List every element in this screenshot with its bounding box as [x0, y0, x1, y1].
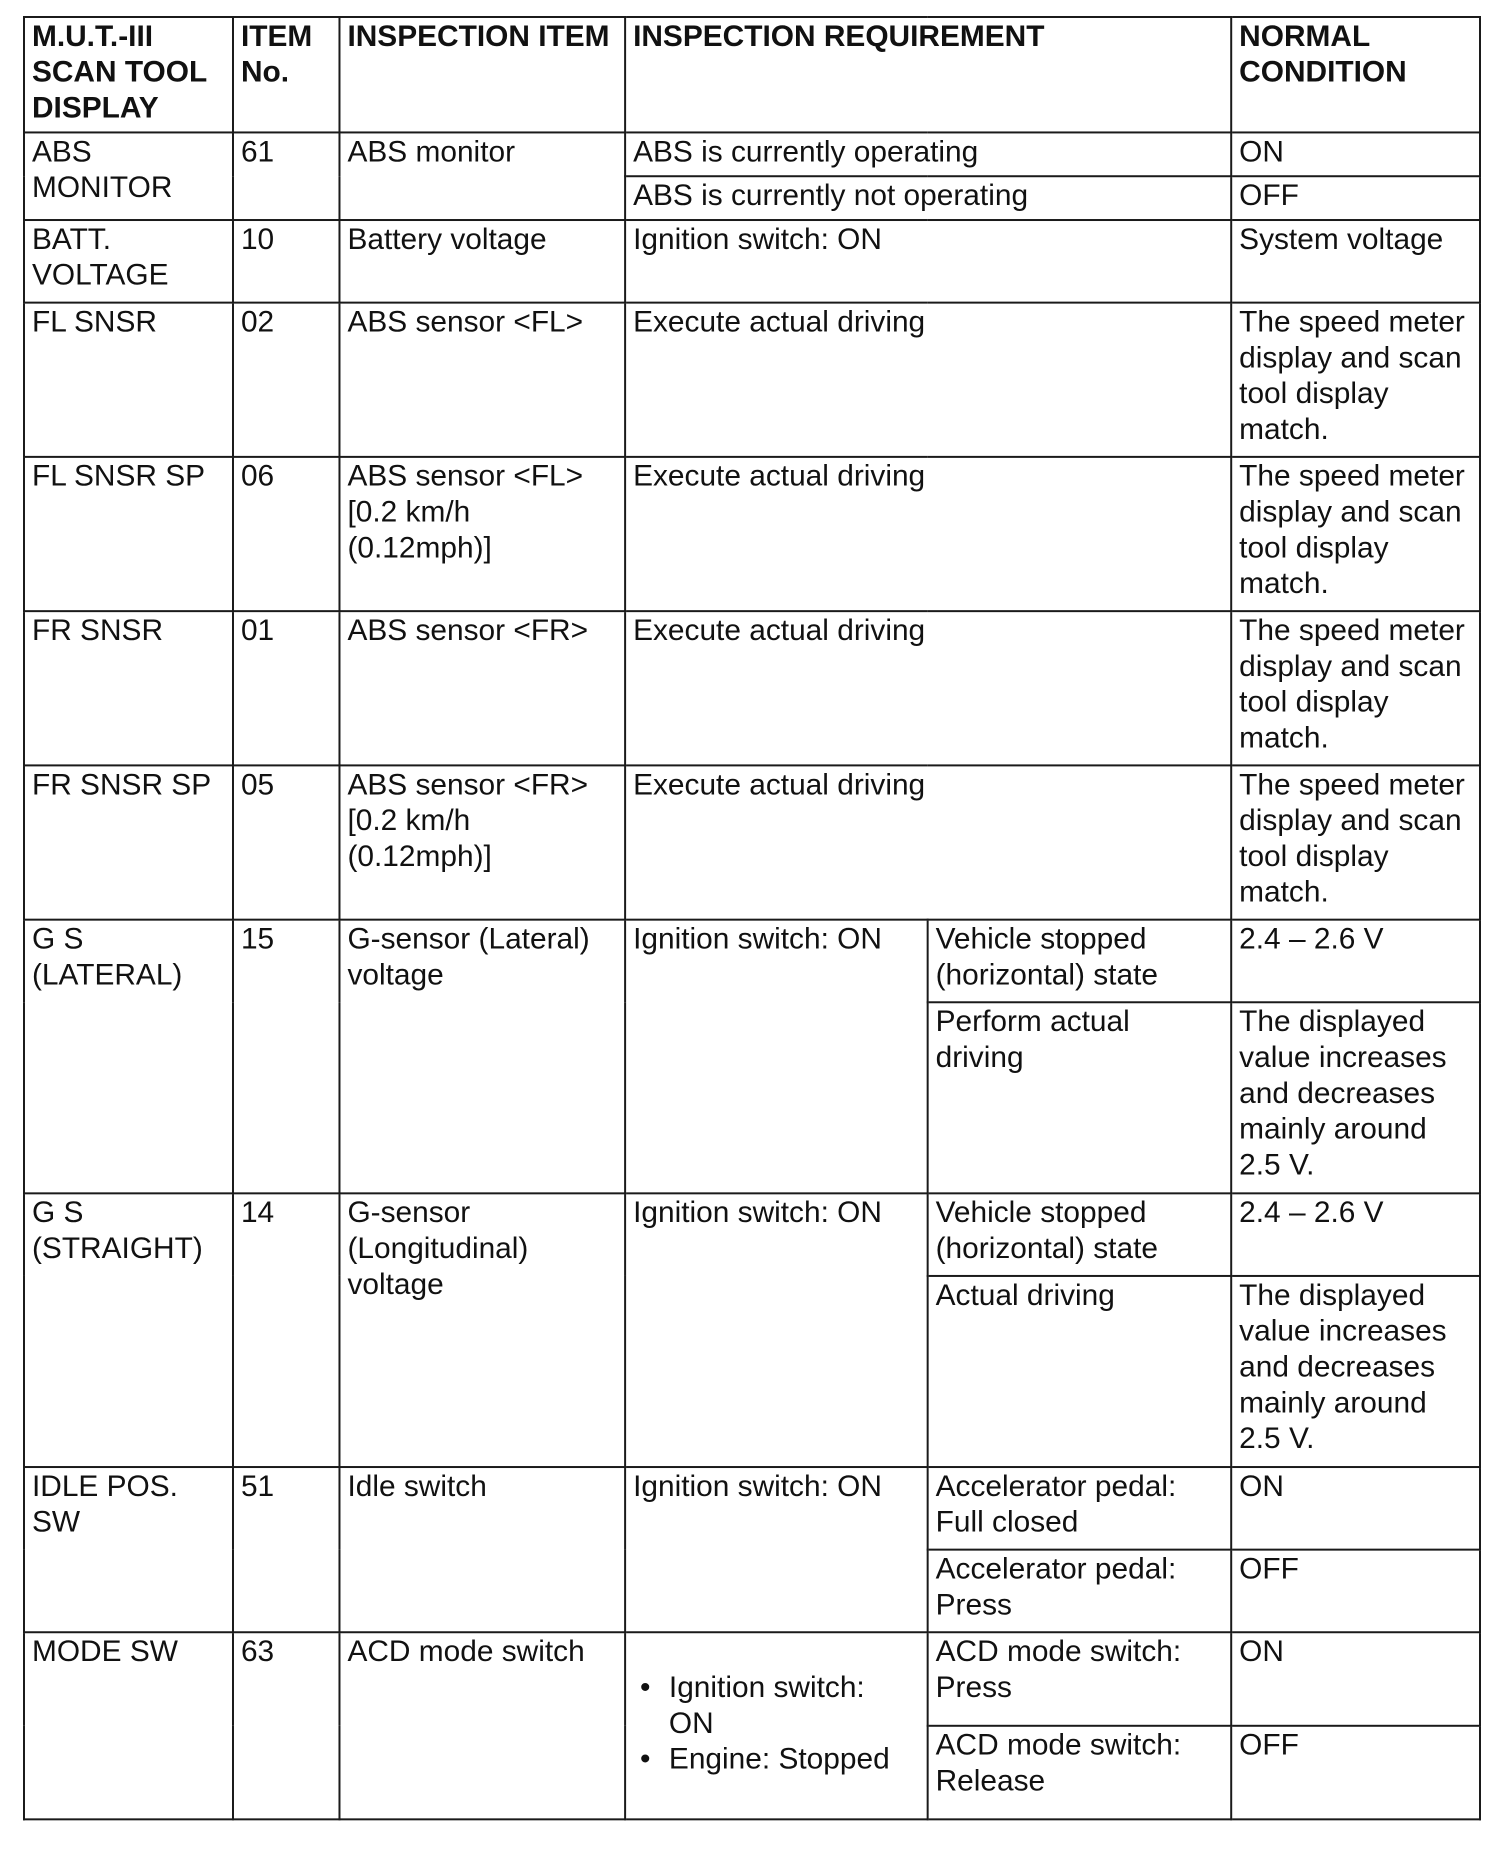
- table-row: [24, 765, 1480, 919]
- cell-inspection-requirement: Ignition switch: ON: [625, 220, 1231, 303]
- cell-inspection-item: ABS sensor <FL> [0.2 km/h (0.12mph)]: [339, 457, 625, 611]
- cell-inspection-item: ABS sensor <FR>: [339, 611, 625, 765]
- cell-normal-condition: The speed meter display and scan tool display match.: [1231, 765, 1480, 919]
- cell-inspection-item: ACD mode switch: [339, 1632, 625, 1819]
- cell-scan-tool-display: FL SNSR: [24, 303, 233, 457]
- cell-scan-tool-display: BATT. VOLTAGE: [24, 220, 233, 303]
- header-inspection-requirement: INSPECTION REQUIREMENT: [625, 17, 1231, 132]
- inspection-table: [23, 16, 1481, 1820]
- cell-normal-condition: The displayed value increases and decreases mainly around 2.5 V.: [1231, 1002, 1480, 1193]
- cell-normal-condition: System voltage: [1231, 220, 1480, 303]
- cell-item-no: 10: [233, 220, 339, 303]
- cell-item-no: 61: [233, 132, 339, 220]
- cell-condition: Accelerator pedal: Press: [928, 1550, 1232, 1633]
- cell-scan-tool-display: ABS MONITOR: [24, 132, 233, 220]
- requirement-bullet-item: • Ignition switch: ON: [633, 1670, 921, 1742]
- cell-condition: Accelerator pedal: Full closed: [928, 1467, 1232, 1550]
- cell-item-no: 15: [233, 920, 339, 1194]
- cell-normal-condition: ON: [1231, 1467, 1480, 1550]
- cell-scan-tool-display: IDLE POS. SW: [24, 1467, 233, 1632]
- cell-item-no: 05: [233, 765, 339, 919]
- cell-normal-condition: OFF: [1231, 1726, 1480, 1820]
- table-row: [24, 1193, 1480, 1276]
- cell-inspection-requirement: Execute actual driving: [625, 611, 1231, 765]
- cell-item-no: 06: [233, 457, 339, 611]
- cell-scan-tool-display: FR SNSR SP: [24, 765, 233, 919]
- cell-inspection-requirement: Ignition switch: ON: [625, 1193, 928, 1467]
- cell-inspection-requirement: Execute actual driving: [625, 457, 1231, 611]
- cell-item-no: 01: [233, 611, 339, 765]
- cell-inspection-item: Battery voltage: [339, 220, 625, 303]
- cell-normal-condition: The displayed value increases and decreases mainly around 2.5 V.: [1231, 1276, 1480, 1467]
- cell-inspection-requirement: ABS is currently not operating: [625, 176, 1231, 220]
- cell-normal-condition: ON: [1231, 132, 1480, 176]
- cell-inspection-requirement: ABS is currently operating: [625, 132, 1231, 176]
- header-normal-condition: NORMAL CONDITION: [1231, 17, 1480, 132]
- header-scan-tool-display: M.U.T.-III SCAN TOOL DISPLAY: [24, 17, 233, 132]
- table-row: [24, 303, 1480, 457]
- table-row: [24, 220, 1480, 303]
- cell-inspection-item: ABS monitor: [339, 132, 625, 220]
- cell-inspection-item: G-sensor (Longitudinal) voltage: [339, 1193, 625, 1467]
- cell-normal-condition: 2.4 – 2.6 V: [1231, 1193, 1480, 1276]
- cell-inspection-requirement: Execute actual driving: [625, 303, 1231, 457]
- cell-normal-condition: OFF: [1231, 1550, 1480, 1633]
- cell-inspection-requirement: Execute actual driving: [625, 765, 1231, 919]
- table-row: [24, 132, 1480, 176]
- cell-condition: Perform actual driving: [928, 1002, 1232, 1193]
- cell-scan-tool-display: FR SNSR: [24, 611, 233, 765]
- cell-inspection-requirement: Ignition switch: ON: [625, 1467, 928, 1632]
- table-row: [24, 1632, 1480, 1726]
- cell-scan-tool-display: G S (LATERAL): [24, 920, 233, 1194]
- cell-item-no: 51: [233, 1467, 339, 1632]
- header-item-no: ITEM No.: [233, 17, 339, 132]
- cell-inspection-item: ABS sensor <FR> [0.2 km/h (0.12mph)]: [339, 765, 625, 919]
- cell-condition: Actual driving: [928, 1276, 1232, 1467]
- cell-inspection-requirement: [625, 1632, 928, 1819]
- cell-inspection-item: G-sensor (Lateral) voltage: [339, 920, 625, 1194]
- cell-condition: Vehicle stopped (horizontal) state: [928, 920, 1232, 1003]
- table-row: [24, 611, 1480, 765]
- cell-normal-condition: The speed meter display and scan tool display match.: [1231, 303, 1480, 457]
- cell-normal-condition: OFF: [1231, 176, 1480, 220]
- cell-scan-tool-display: FL SNSR SP: [24, 457, 233, 611]
- cell-inspection-item: Idle switch: [339, 1467, 625, 1632]
- cell-normal-condition: The speed meter display and scan tool display match.: [1231, 457, 1480, 611]
- header-inspection-item: INSPECTION ITEM: [339, 17, 625, 132]
- cell-scan-tool-display: G S (STRAIGHT): [24, 1193, 233, 1467]
- cell-normal-condition: The speed meter display and scan tool display match.: [1231, 611, 1480, 765]
- header-row: [24, 17, 1480, 132]
- table-row: [24, 920, 1480, 1003]
- cell-scan-tool-display: MODE SW: [24, 1632, 233, 1819]
- cell-normal-condition: ON: [1231, 1632, 1480, 1726]
- cell-item-no: 14: [233, 1193, 339, 1467]
- cell-normal-condition: 2.4 – 2.6 V: [1231, 920, 1480, 1003]
- cell-inspection-requirement: Ignition switch: ON: [625, 920, 928, 1194]
- cell-condition: Vehicle stopped (horizontal) state: [928, 1193, 1232, 1276]
- cell-item-no: 02: [233, 303, 339, 457]
- table-row: [24, 457, 1480, 611]
- cell-item-no: 63: [233, 1632, 339, 1819]
- requirement-bullet-item: • Engine: Stopped: [633, 1742, 921, 1778]
- requirement-bullet-list: [633, 1670, 921, 1777]
- cell-condition: ACD mode switch: Press: [928, 1632, 1232, 1726]
- table-row: [24, 1467, 1480, 1550]
- cell-inspection-item: ABS sensor <FL>: [339, 303, 625, 457]
- cell-condition: ACD mode switch: Release: [928, 1726, 1232, 1820]
